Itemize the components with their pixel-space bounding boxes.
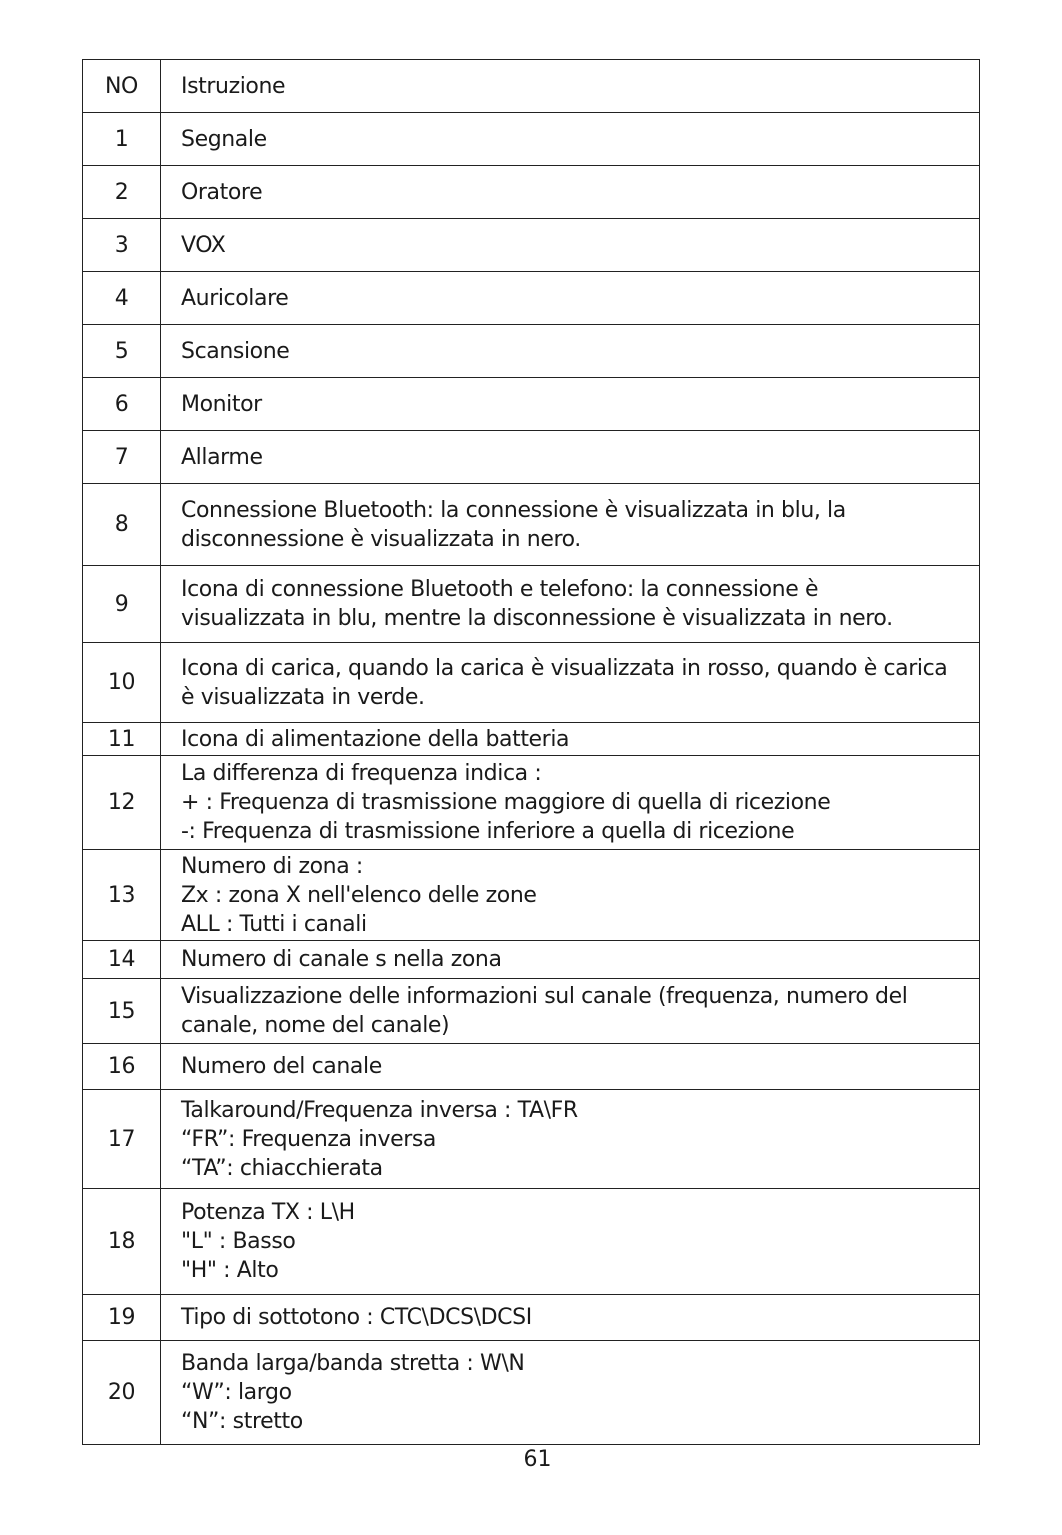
row-description	[161, 1090, 980, 1189]
row-number: 13	[83, 850, 161, 941]
instruction-table	[82, 59, 980, 1445]
description-line: Connessione Bluetooth: la connessione è visualizzata in blu, la	[181, 497, 846, 523]
description-line: VOX	[181, 232, 226, 258]
row-description	[161, 1189, 980, 1295]
row-description	[161, 219, 980, 272]
row-description	[161, 1341, 980, 1445]
table-row	[83, 1090, 980, 1189]
row-description	[161, 166, 980, 219]
description-line: "L" : Basso	[181, 1229, 296, 1254]
row-description	[161, 979, 980, 1044]
table-row	[83, 1189, 980, 1295]
description-line: “N”: stretto	[181, 1409, 303, 1434]
row-description	[161, 643, 980, 723]
table-row	[83, 272, 980, 325]
description-line: "H" : Alto	[181, 1258, 279, 1283]
row-description	[161, 566, 980, 643]
row-description	[161, 850, 980, 941]
table-row	[83, 166, 980, 219]
description-line: Zx : zona X nell'elenco delle zone	[181, 882, 537, 908]
row-number: 1	[83, 113, 161, 166]
row-number: 18	[83, 1189, 161, 1295]
row-description	[161, 431, 980, 484]
table-row	[83, 1295, 980, 1341]
row-description	[161, 378, 980, 431]
table-row	[83, 941, 980, 979]
description-line: ALL : Tutti i canali	[181, 911, 367, 937]
row-description	[161, 272, 980, 325]
row-number: 5	[83, 325, 161, 378]
table-row	[83, 431, 980, 484]
row-number: 14	[83, 941, 161, 979]
row-number: 7	[83, 431, 161, 484]
description-line: Numero di canale s nella zona	[181, 947, 502, 972]
row-description	[161, 1295, 980, 1341]
row-number: 4	[83, 272, 161, 325]
row-number: 12	[83, 756, 161, 850]
description-line: “TA”: chiacchierata	[181, 1155, 383, 1181]
table-row	[83, 1044, 980, 1090]
header-description: Istruzione	[161, 60, 980, 113]
table-body	[83, 60, 980, 1445]
row-number: 19	[83, 1295, 161, 1341]
description-line: Segnale	[181, 126, 267, 152]
description-line: disconnessione è visualizzata in nero.	[181, 526, 581, 552]
description-line: Monitor	[181, 391, 262, 417]
header-no: NO	[83, 60, 161, 113]
description-line: Numero di zona :	[181, 853, 363, 879]
description-line: La differenza di frequenza indica :	[181, 761, 542, 786]
description-line: Numero del canale	[181, 1054, 382, 1079]
table-header-row	[83, 60, 980, 113]
description-line: -: Frequenza di trasmissione inferiore a quella di ricezione	[181, 819, 795, 844]
row-description	[161, 1044, 980, 1090]
table-row	[83, 219, 980, 272]
description-line: Visualizzazione delle informazioni sul canale (frequenza, numero del	[181, 984, 908, 1009]
description-line: Icona di carica, quando la carica è visualizzata in rosso, quando è carica	[181, 655, 948, 681]
row-number: 3	[83, 219, 161, 272]
table-row	[83, 756, 980, 850]
table-row	[83, 1341, 980, 1445]
row-number: 2	[83, 166, 161, 219]
row-number: 17	[83, 1090, 161, 1189]
description-line: canale, nome del canale)	[181, 1013, 450, 1038]
row-number: 16	[83, 1044, 161, 1090]
table-row	[83, 325, 980, 378]
row-number: 9	[83, 566, 161, 643]
description-line: Tipo di sottotono : CTC\DCS\DCSI	[181, 1305, 532, 1330]
row-description	[161, 756, 980, 850]
row-number: 11	[83, 723, 161, 756]
description-line: Allarme	[181, 444, 263, 470]
row-description	[161, 484, 980, 566]
row-description	[161, 113, 980, 166]
page-number: 61	[523, 1447, 552, 1472]
description-line: Icona di alimentazione della batteria	[181, 726, 570, 752]
description-line: “W”: largo	[181, 1380, 292, 1405]
table-row	[83, 566, 980, 643]
description-line: visualizzata in blu, mentre la disconnessione è visualizzata in nero.	[181, 606, 893, 631]
row-number: 6	[83, 378, 161, 431]
description-line: “FR”: Frequenza inversa	[181, 1126, 437, 1152]
description-line: è visualizzata in verde.	[181, 684, 425, 710]
description-line: Potenza TX : L\H	[181, 1200, 355, 1225]
row-number: 10	[83, 643, 161, 723]
table-row	[83, 643, 980, 723]
table-row	[83, 850, 980, 941]
table-row	[83, 723, 980, 756]
row-description	[161, 325, 980, 378]
description-line: Auricolare	[181, 285, 289, 311]
row-number: 20	[83, 1341, 161, 1445]
table-row	[83, 113, 980, 166]
table-row	[83, 484, 980, 566]
description-line: Icona di connessione Bluetooth e telefono: la connessione è	[181, 577, 819, 602]
description-line: + : Frequenza di trasmissione maggiore di quella di ricezione	[181, 790, 831, 815]
row-number: 15	[83, 979, 161, 1044]
row-description	[161, 941, 980, 979]
description-line: Banda larga/banda stretta : W\N	[181, 1351, 525, 1376]
description-line: Scansione	[181, 338, 290, 364]
table-row	[83, 378, 980, 431]
description-line: Talkaround/Frequenza inversa : TA\FR	[181, 1097, 578, 1123]
row-description	[161, 723, 980, 756]
table-row	[83, 979, 980, 1044]
description-line: Oratore	[181, 179, 263, 205]
row-number: 8	[83, 484, 161, 566]
